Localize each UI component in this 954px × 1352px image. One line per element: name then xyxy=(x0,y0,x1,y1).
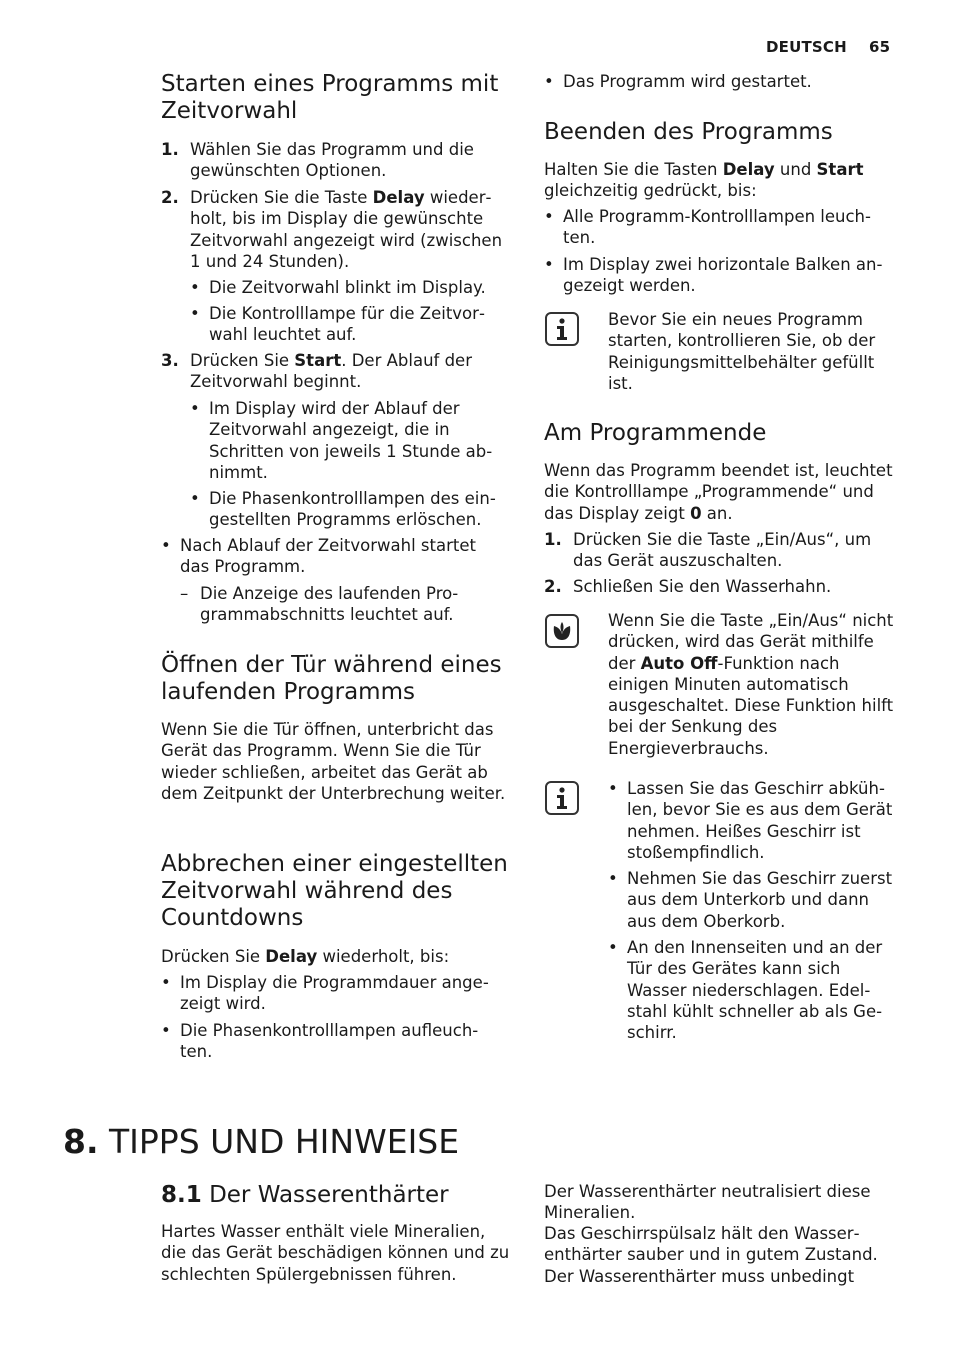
heading-program-end: Am Programmende xyxy=(544,420,767,446)
paragraph-cancel-delay: Drücken Sie Delay wiederholt, bis: xyxy=(161,947,450,966)
info-note-detergent: Bevor Sie ein neues Programm starten, kontrollieren Sie, ob der Reinigungsmittelbehälter gefüllt ist. xyxy=(608,310,876,393)
paragraph-end-program: Halten Sie die Tasten Delay und Start gleichzeitig gedrückt, bis: xyxy=(544,160,864,201)
heading-cancel-delay: Abbrechen einer eingestellten Zeitvorwahl während des Countdowns xyxy=(161,851,508,931)
bullet-item: • An den Innenseiten und an der Tür des Gerätes kann sich Wasser niederschlagen. Edelstahl kühlt schneller ab als Geschirr. xyxy=(608,938,883,1043)
step-item: 1. Drücken Sie die Taste „Ein/Aus“, um das Gerät auszuschalten. xyxy=(544,530,872,571)
chapter-title: 8. TIPPS UND HINWEISE xyxy=(63,1122,460,1161)
paragraph-open-door: Wenn Sie die Tür öffnen, unterbricht das Gerät das Programm. Wenn Sie die Tür wieder schließen, arbeitet das Gerät ab dem Zeitpunkt der Unterbrechung weiter. xyxy=(161,720,506,803)
subheading-water-softener: 8.1 Der Wasserenthärter xyxy=(161,1182,449,1208)
bullet-item: • Die Phasenkontrolllampen des eingestellten Programms erlöschen. xyxy=(190,489,496,530)
info-icon xyxy=(545,312,579,346)
paragraph-program-end: Wenn das Programm beendet ist, leuchtet die Kontrolllampe „Programmende“ und das Display zeigt 0 an. xyxy=(544,461,893,523)
step-item: 2. Schließen Sie den Wasserhahn. xyxy=(544,577,832,596)
bullet-item: • Die Kontrolllampe für die Zeitvorwahl leuchtet auf. xyxy=(190,304,485,345)
bullet-item: • Die Phasenkontrolllampen aufleuchten. xyxy=(161,1021,479,1062)
eco-leaf-icon xyxy=(545,614,579,648)
paragraph-hard-water: Hartes Wasser enthält viele Mineralien, die das Gerät beschädigen können und zu schlechten Spülergebnissen führen. xyxy=(161,1222,510,1284)
bullet-item: • Alle Programm-Kontrolllampen leuchten. xyxy=(544,207,871,248)
paragraph-softener-1: Der Wasserenthärter neutralisiert diese Mineralien. xyxy=(544,1182,871,1223)
bullet-item: • Im Display wird der Ablauf der Zeitvorwahl angezeigt, die in Schritten von jeweils 1 Stunde abnimmt. xyxy=(190,399,493,482)
bullet-item: • Nach Ablauf der Zeitvorwahl startet das Programm. xyxy=(161,536,476,577)
bullet-item: • Im Display die Programmdauer angezeigt wird. xyxy=(161,973,489,1014)
eco-note-auto-off: Wenn Sie die Taste „Ein/Aus“ nicht drücken, wird das Gerät mithilfe der Auto Off-Funktion nach einigen Minuten automatisch ausgeschaltet. Diese Funktion hilft bei der Senkung des Energieverbrauchs. xyxy=(608,611,894,758)
section-label: DEUTSCH xyxy=(766,38,847,56)
heading-start-delay: Starten eines Programms mit Zeitvorwahl xyxy=(161,71,499,124)
heading-open-door: Öffnen der Tür während eines laufenden Programms xyxy=(161,652,502,705)
paragraph-softener-2: Das Geschirrspülsalz hält den Wasserenthärter sauber und in gutem Zustand. Der Wasserenthärter muss unbedingt xyxy=(544,1224,878,1286)
page-number: 65 xyxy=(869,38,891,56)
bullet-item: • Im Display zwei horizontale Balken angezeigt werden. xyxy=(544,255,883,296)
dash-item: – Die Anzeige des laufenden Programmabschnitts leuchtet auf. xyxy=(180,584,459,625)
bullet-item: • Das Programm wird gestartet. xyxy=(544,72,812,91)
bullet-item: • Die Zeitvorwahl blinkt im Display. xyxy=(190,278,486,297)
heading-end-program: Beenden des Programms xyxy=(544,119,833,145)
step-item: 2. Drücken Sie die Taste Delay wiederholt, bis im Display die gewünschte Zeitvorwahl angezeigt wird (zwischen 1 und 24 Stunden). xyxy=(161,188,503,271)
bullet-item: • Nehmen Sie das Geschirr zuerst aus dem Unterkorb und dann aus dem Oberkorb. xyxy=(608,869,893,931)
bullet-item: • Lassen Sie das Geschirr abkühlen, bevor Sie es aus dem Gerät nehmen. Heißes Geschirr ist stoßempfindlich. xyxy=(608,779,893,862)
step-item: 3. Drücken Sie Start. Der Ablauf der Zeitvorwahl beginnt. xyxy=(161,351,472,392)
step-item: 1. Wählen Sie das Programm und die gewünschten Optionen. xyxy=(161,140,474,181)
info-icon xyxy=(545,781,579,815)
